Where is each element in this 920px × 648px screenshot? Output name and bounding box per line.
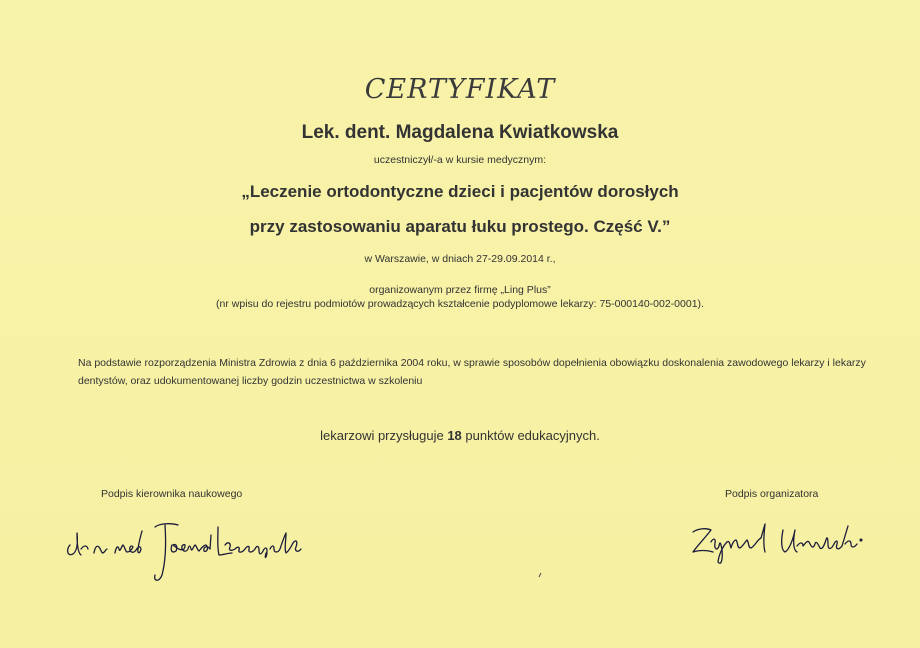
points-prefix: lekarzowi przysługuje [320,428,448,443]
registry-number: (nr wpisu do rejestru podmiotów prowadzących kształcenie podyplomowe lekarzy: 75-000140-002-0001). [216,298,704,310]
points-value: 18 [447,428,462,443]
certificate-title: CERTYFIKAT [364,74,556,105]
participation-text: uczestniczył/-a w kursie medycznym: [373,154,547,166]
place-and-dates: w Warszawie, w dniach 27-29.09.2014 r., [364,253,556,265]
scientific-director-signature-label: Podpis kierownika naukowego [101,488,243,500]
points-suffix: punktów edukacyjnych. [461,428,600,443]
organizer-text: organizowanym przez firmę „Ling Plus” [369,284,551,296]
organizer-signature-label: Podpis organizatora [725,488,819,500]
pen-mark [538,572,542,578]
course-title-line-1: „Leczenie ortodontyczne dzieci i pacjentów dorosłych [241,182,679,201]
education-points [0,428,920,443]
organizer-signature [685,510,870,570]
legal-basis-paragraph: Na podstawie rozporządzenia Ministra Zdrowia z dnia 6 października 2004 roku, w sprawie sposobów dopełnienia obowiązku doskonalenia zawodowego lekarzy i lekarzy dentystów, oraz udokumentowanej liczby godzin uczestnictwa w szkoleniu [78,357,866,387]
recipient-name: Lek. dent. Magdalena Kwiatkowska [301,122,619,143]
scientific-director-signature [60,505,310,590]
course-title-line-2: przy zastosowaniu aparatu łuku prostego. Część V.” [249,217,671,236]
